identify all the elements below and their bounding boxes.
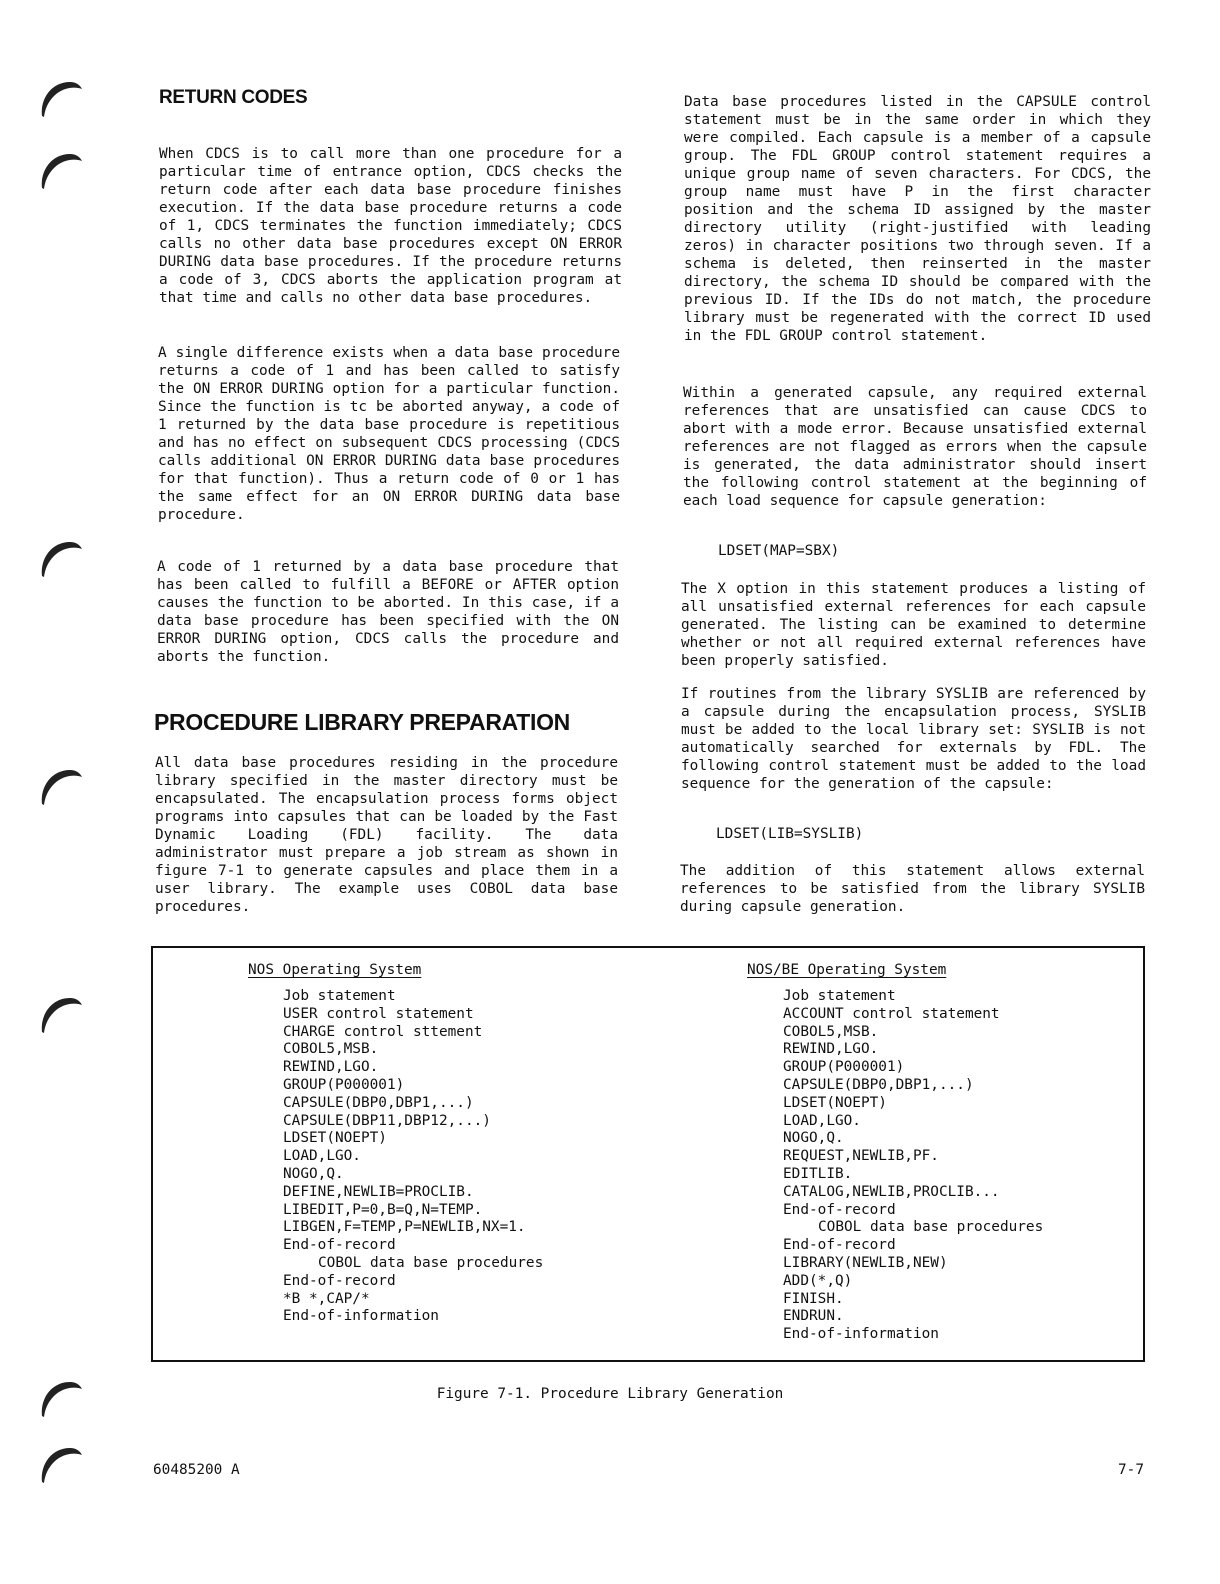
job-stream-line: End-of-record — [283, 1237, 396, 1254]
job-stream-line: USER control statement — [283, 1005, 474, 1022]
body-paragraph: All data base procedures residing in the procedure library specified in the master directory must be encapsulated. The encapsulation process forms object programs into capsules that can be loaded by the Fast Dynamic Loading (FDL) facility. The data administrator must prepare a job stream as shown in figure 7-1 to generate capsules and place them in a user library. The example uses COBOL data base procedures. — [155, 755, 618, 915]
binder-hole-icon — [36, 764, 86, 808]
figure-column-title: NOS Operating System — [248, 962, 422, 978]
job-stream-line: CHARGE control sttement — [283, 1023, 483, 1040]
return-codes-paragraph — [158, 344, 620, 524]
return-codes-paragraph — [159, 145, 622, 307]
right-paragraph-4 — [681, 685, 1146, 793]
figure-column-title: NOS/BE Operating System — [747, 962, 947, 978]
right-paragraph-5 — [680, 862, 1145, 916]
job-stream-line: LIBGEN,F=TEMP,P=NEWLIB,NX=1. — [283, 1219, 526, 1236]
nos-job-stream — [248, 962, 543, 1326]
job-stream-line: LDSET(NOEPT) — [283, 1130, 387, 1147]
job-stream-line: End-of-record — [783, 1237, 896, 1254]
job-stream-line: End-of-information — [783, 1326, 939, 1343]
job-stream-line: *B *,CAP/* — [283, 1290, 370, 1307]
job-stream-line: EDITLIB. — [783, 1165, 853, 1182]
job-stream-line: End-of-information — [283, 1308, 439, 1325]
right-paragraph-2 — [683, 384, 1147, 510]
return-codes-paragraph — [157, 558, 619, 666]
job-stream-line: ACCOUNT control statement — [783, 1005, 1000, 1022]
job-stream-line: LOAD,LGO. — [283, 1148, 361, 1165]
body-paragraph: A single difference exists when a data base procedure returns a code of 1 and has been called to satisfy the ON ERROR DURING option for a particular function. Since the function is tc be aborted anyway, a code of 1 returned by the data base procedure is repetitious and has no effect on subsequent CDCS processing (CDCS calls additional ON ERROR DURING data base procedures for that function). Thus a return code of 0 or 1 has the same effect for an ON ERROR DURING data base procedure. — [158, 345, 620, 523]
job-stream-line: GROUP(P000001) — [283, 1076, 405, 1093]
body-paragraph: A code of 1 returned by a data base procedure that has been called to fulfill a BEFORE or AFTER option causes the function to be aborted. In this case, if a data base procedure has been specified with the ON ERROR DURING option, CDCS calls the procedure and aborts the function. — [157, 559, 619, 665]
right-paragraph-3 — [681, 580, 1146, 670]
document-number: 60485200 A — [153, 1462, 240, 1478]
job-stream-line: LIBRARY(NEWLIB,NEW) — [783, 1254, 948, 1271]
section-heading-return-codes: RETURN CODES — [159, 87, 308, 108]
body-paragraph: Within a generated capsule, any required external references that are unsatisfied can cause CDCS to abort with a mode error. Because unsatisfied external references are not flagged as errors when the capsule is generated, the data administrator should insert the following control statement at the beginning of each load sequence for capsule generation: — [683, 385, 1147, 509]
nosbe-job-stream — [747, 962, 1043, 1344]
job-stream-line: Job statement — [283, 988, 396, 1004]
binder-hole-icon — [36, 148, 86, 192]
job-stream-line: DEFINE,NEWLIB=PROCLIB. — [283, 1183, 474, 1200]
binder-hole-icon — [36, 76, 86, 120]
job-stream-line: REWIND,LGO. — [783, 1041, 879, 1058]
code-example-ldset-map: LDSET(MAP=SBX) — [718, 543, 840, 559]
figure-7-1-box — [151, 946, 1145, 1362]
job-stream-line: FINISH. — [783, 1290, 844, 1307]
job-stream-line: REQUEST,NEWLIB,PF. — [783, 1148, 939, 1165]
job-stream-line: NOGO,Q. — [283, 1165, 344, 1182]
job-stream-line: GROUP(P000001) — [783, 1059, 905, 1076]
code-example-ldset-lib: LDSET(LIB=SYSLIB) — [716, 826, 864, 842]
job-stream-line: CATALOG,NEWLIB,PROCLIB... — [783, 1183, 1000, 1200]
right-paragraph-1 — [684, 93, 1151, 345]
binder-hole-icon — [36, 536, 86, 580]
job-stream-line: End-of-record — [783, 1201, 896, 1218]
job-stream-line: Job statement — [783, 988, 896, 1004]
binder-hole-icon — [36, 992, 86, 1036]
job-stream-line: NOGO,Q. — [783, 1130, 844, 1147]
job-stream-line: CAPSULE(DBP11,DBP12,...) — [283, 1112, 491, 1129]
job-stream-line: COBOL5,MSB. — [783, 1023, 879, 1040]
body-paragraph: If routines from the library SYSLIB are referenced by a capsule during the encapsulation process, SYSLIB must be added to the local library set: SYSLIB is not automatically searched for externals by FDL. The following control statement must be added to the load sequence for the generation of the capsule: — [681, 686, 1146, 792]
body-paragraph: The addition of this statement allows external references to be satisfied from the library SYSLIB during capsule generation. — [680, 863, 1145, 915]
job-stream-line: LOAD,LGO. — [783, 1112, 861, 1129]
job-stream-line: CAPSULE(DBP0,DBP1,...) — [783, 1076, 974, 1093]
job-stream-line: ENDRUN. — [783, 1308, 844, 1325]
job-stream-line: REWIND,LGO. — [283, 1059, 379, 1076]
page-number: 7-7 — [1118, 1462, 1144, 1478]
job-stream-line: End-of-record — [283, 1272, 396, 1289]
job-stream-line: LDSET(NOEPT) — [783, 1094, 887, 1111]
body-paragraph: The X option in this statement produces a listing of all unsatisfied external references for each capsule generated. The listing can be examined to determine whether or not all required external references have been properly satisfied. — [681, 581, 1146, 669]
job-stream-line: LIBEDIT,P=0,B=Q,N=TEMP. — [283, 1201, 483, 1218]
section-heading-procedure-library: PROCEDURE LIBRARY PREPARATION — [154, 709, 570, 735]
job-stream-line: COBOL5,MSB. — [283, 1041, 379, 1058]
binder-hole-icon — [36, 1442, 86, 1486]
job-stream-line: ADD(*,Q) — [783, 1272, 853, 1289]
job-stream-line: CAPSULE(DBP0,DBP1,...) — [283, 1094, 474, 1111]
job-stream-line: COBOL data base procedures — [318, 1254, 544, 1271]
body-paragraph: When CDCS is to call more than one procedure for a particular time of entrance option, CDCS checks the return code after each data base procedure finishes execution. If the data base procedure returns a code of 1, CDCS terminates the function immediately; CDCS calls no other data base procedures except ON ERROR DURING data base procedures. If the procedure returns a code of 3, CDCS aborts the application program at that time and calls no other data base procedures. — [159, 146, 622, 306]
library-prep-paragraph — [155, 754, 618, 916]
job-stream-line: COBOL data base procedures — [818, 1219, 1044, 1236]
body-paragraph: Data base procedures listed in the CAPSULE control statement must be in the same order in which they were compiled. Each capsule is a member of a capsule group. The FDL GROUP control statement requires a unique group name of seven characters. For CDCS, the group name must have P in the first character position and the schema ID assigned by the master directory utility (right-justified with leading zeros) in character positions two through seven. If a schema is deleted, then reinserted in the master directory, the schema ID should be compared with the previous ID. If the IDs do not match, the procedure library must be regenerated with the correct ID used in the FDL GROUP control statement. — [684, 94, 1151, 344]
figure-caption: Figure 7-1. Procedure Library Generation — [436, 1386, 784, 1402]
